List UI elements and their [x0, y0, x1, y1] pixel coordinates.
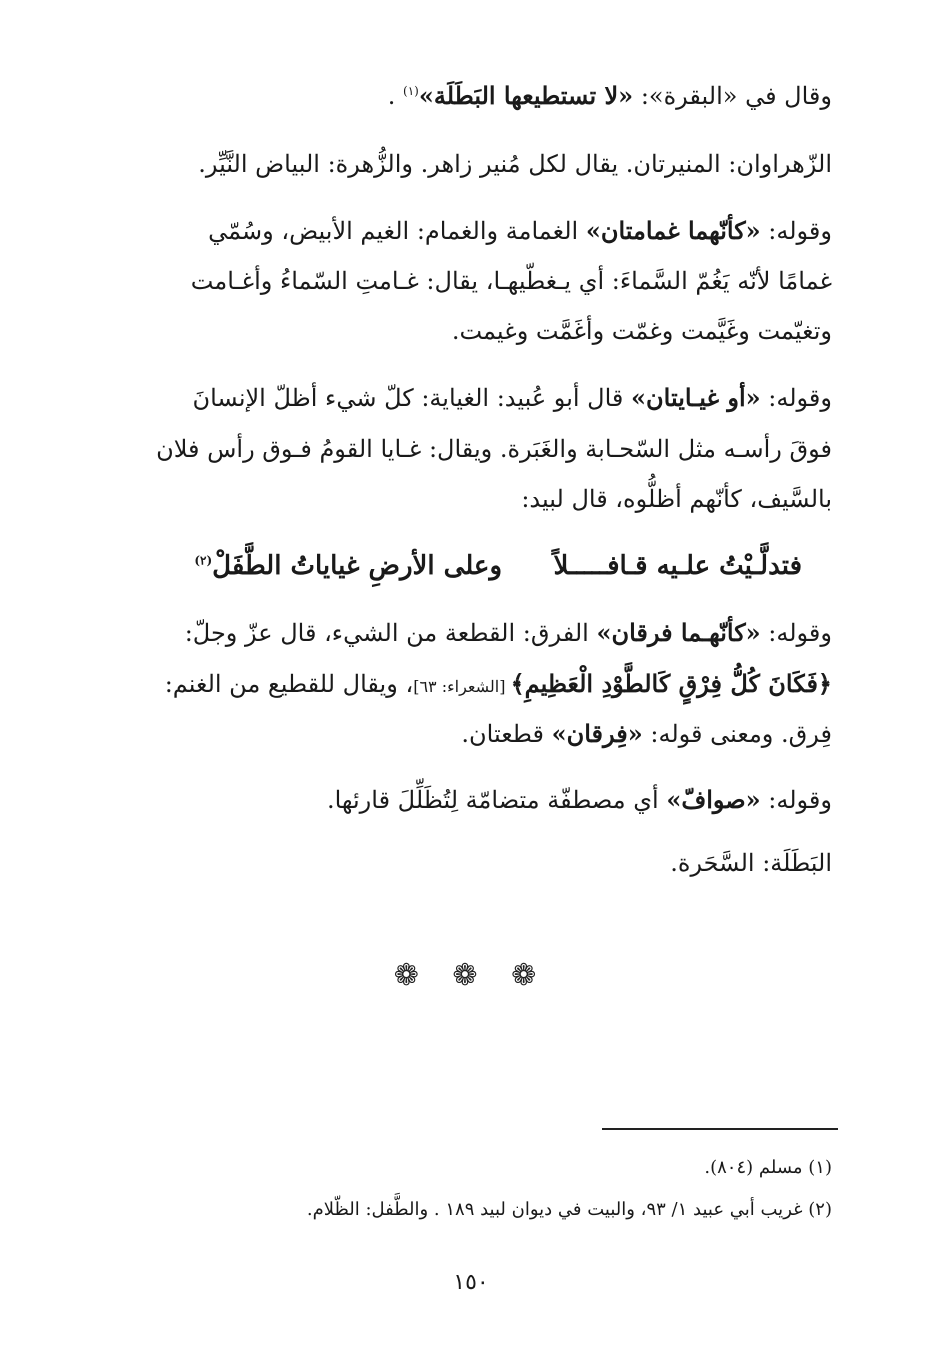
text-line-2	[198, 146, 832, 182]
line-text: وقال في «البقرة»:	[633, 82, 832, 110]
quran-verse: ﴿فَكَانَ كُلُّ فِرْقٍ كَالطَّوْدِ الْعَظِيمِ﴾	[510, 669, 832, 698]
text-line-1	[388, 78, 832, 114]
hadith-quote: «كأنّهـما فرقان»	[596, 618, 761, 647]
line-text: غمامًا لأنّه يَغُمّ السَّماءَ: أي يـغطّيهـا، يقال: غـامتِ السّماءُ وأغـامت	[190, 267, 832, 295]
text-line-8	[521, 481, 832, 517]
poem-text: فتدلَّـيْتُ علـيه قـافـــــلاً	[553, 551, 802, 581]
poem-hemistich-1	[554, 548, 802, 584]
text-line-10	[104, 666, 832, 705]
footnote-divider	[602, 1128, 838, 1130]
line-text: فِرق. ومعنى قوله:	[642, 720, 832, 748]
line-text: .	[387, 82, 404, 110]
line-text: وقوله:	[760, 619, 832, 647]
line-text: وتغيّمت وغَيَّمت وغمّت وأغَمَّت وغيمت.	[451, 317, 832, 345]
line-text: بالسَّيف، كأنّهم أظلُّوه، قال لبيد:	[521, 485, 832, 513]
text-line-11	[461, 716, 832, 752]
text-line-6	[104, 380, 832, 416]
line-text: الغمامة والغمام: الغيم الأبيض، وسُمّي	[208, 217, 586, 245]
footnote-text: (٢) غريب أبي عبيد ١/ ٩٣، والبيت في ديوان لبيد ١٨٩ . والطَّفل: الظّلام.	[306, 1199, 832, 1220]
line-text: وقوله:	[760, 217, 832, 245]
footnote-marker: (١)	[403, 84, 419, 98]
text-line-9	[104, 615, 832, 651]
footnote-2	[307, 1192, 832, 1228]
hadith-quote: «لا تستطيعها البَطَلَة»	[418, 81, 634, 110]
text-line-12	[327, 782, 832, 818]
section-separator: ❁ ❁ ❁	[393, 958, 549, 993]
line-text: فوقَ رأسـه مثل السّحـابة والغَبَرة. ويقال: غـايا القومُ فـوق رأس فلان	[156, 435, 832, 463]
line-text: ، ويقال للقطيع من الغنم:	[164, 670, 414, 698]
line-text: قال أبو عُبيد: الغياية: كلّ شيء أظلّ الإنسانَ	[192, 384, 632, 412]
text-line-4	[104, 263, 832, 299]
text-line-5	[452, 313, 832, 349]
footnote-marker: (٢)	[194, 553, 213, 568]
line-text: وقوله:	[760, 384, 832, 412]
hadith-quote: «كأنّهما غمامتان»	[585, 216, 761, 245]
poem-hemistich-2	[194, 548, 502, 584]
text-line-3	[104, 213, 832, 249]
footnote-text: (١) مسلم (٨٠٤).	[704, 1157, 832, 1178]
hadith-quote: «أو غيـايتان»	[631, 383, 761, 412]
text-line-13	[670, 845, 832, 881]
hadith-quote: «صوافّ»	[666, 785, 761, 814]
line-text: الفرق: القطعة من الشيء، قال عزّ وجلّ:	[184, 619, 597, 647]
line-text: أي مصطفّة متضامّة لِتُظَلِّلَ قارئها.	[326, 786, 667, 814]
footnote-1	[704, 1150, 832, 1186]
line-text: البَطَلَة: السَّحَرة.	[670, 849, 832, 877]
page-number: ١٥٠	[453, 1270, 489, 1295]
line-text: وقوله:	[760, 786, 832, 814]
text-line-7	[104, 431, 832, 467]
verse-reference: [الشعراء: ٦٣]	[413, 677, 511, 696]
hadith-quote: «فِرقان»	[551, 719, 643, 748]
line-text: الزّهراوان: المنيرتان. يقال لكل مُنير زاهر. والزُّهرة: البياض النَّيِّر.	[198, 150, 832, 178]
poem-text: وعلى الأرضِ غياياتُ الطَّفَلْ	[212, 551, 502, 581]
line-text: قطعتان.	[461, 720, 552, 748]
